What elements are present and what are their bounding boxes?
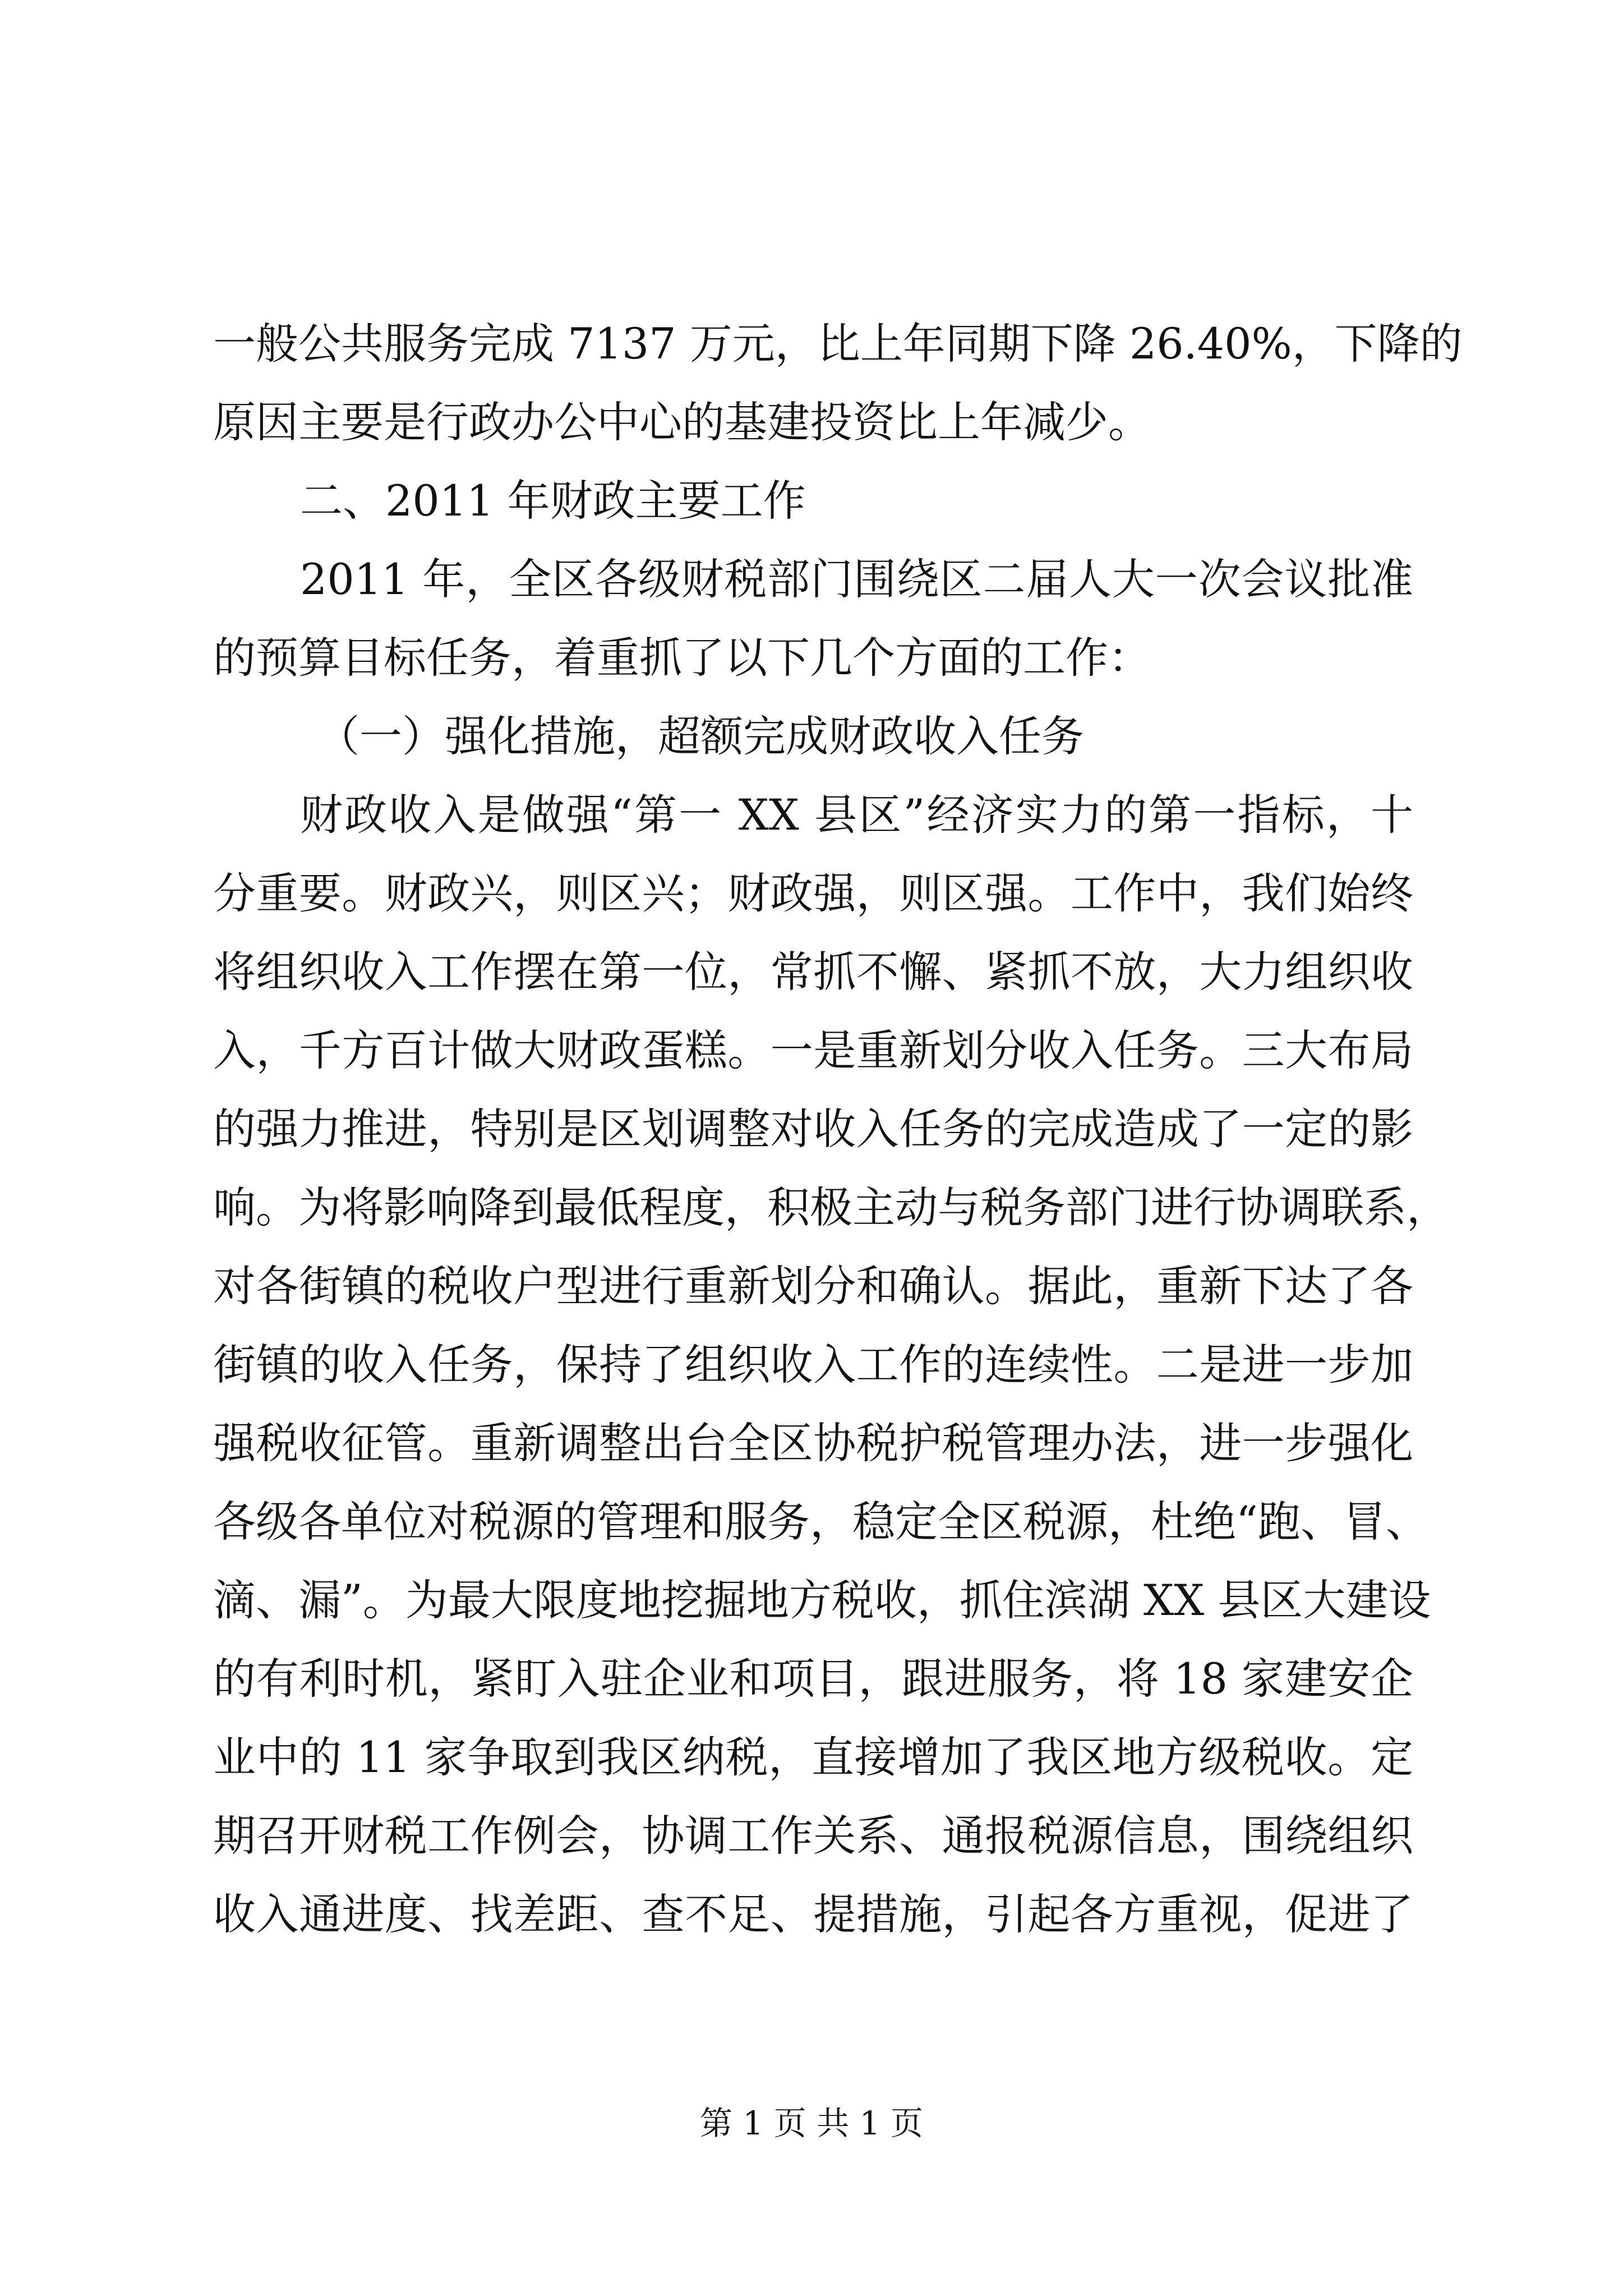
body-line-9: 将组织收入工作摆在第一位，常抓不懈、紧抓不放，大力组织收 xyxy=(213,947,1413,997)
body-line-8: 分重要。财政兴，则区兴；财政强，则区强。工作中，我们始终 xyxy=(213,868,1413,918)
body-line-14: 街镇的收入任务，保持了组织收入工作的连续性。二是进一步加 xyxy=(213,1340,1413,1389)
body-line-13: 对各街镇的税收户型进行重新划分和确认。据此，重新下达了各 xyxy=(213,1261,1413,1311)
body-line-19: 业中的 11 家争取到我区纳税，直接增加了我区地方级税收。定 xyxy=(213,1732,1413,1782)
body-line-12: 响。为将影响降到最低程度，积极主动与税务部门进行协调联系， xyxy=(213,1182,1449,1232)
body-line-11: 的强力推进，特别是区划调整对收入任务的完成造成了一定的影 xyxy=(213,1104,1413,1154)
page-footer: 第 1 页 共 1 页 xyxy=(700,2104,923,2142)
body-line-18: 的有利时机，紧盯入驻企业和项目，跟进服务，将 18 家建安企 xyxy=(213,1654,1413,1704)
body-line-15: 强税收征管。重新调整出台全区协税护税管理办法，进一步强化 xyxy=(213,1418,1413,1468)
body-line-7: 财政收入是做强“第一 XX 县区”经济实力的第一指标，十 xyxy=(300,790,1413,840)
body-line-1: 一般公共服务完成 7137 万元，比上年同期下降 26.40%，下降的 xyxy=(213,319,1463,369)
subsection-heading: （一）强化措施，超额完成财政收入任务 xyxy=(317,711,1084,761)
body-line-16: 各级各单位对税源的管理和服务，稳定全区税源，杜绝“跑、冒、 xyxy=(213,1497,1428,1547)
body-line-2: 原因主要是行政办公中心的基建投资比上年减少。 xyxy=(213,397,1151,447)
body-line-20: 期召开财税工作例会，协调工作关系、通报税源信息，围绕组织 xyxy=(213,1811,1413,1861)
body-line-10: 入，千方百计做大财政蛋糕。一是重新划分收入任务。三大布局 xyxy=(213,1025,1413,1075)
section-heading: 二、2011 年财政主要工作 xyxy=(300,476,806,526)
body-line-5: 的预算目标任务，着重抓了以下几个方面的工作： xyxy=(213,633,1151,683)
body-line-17: 滴、漏”。为最大限度地挖掘地方税收，抓住滨湖 XX 县区大建设 xyxy=(213,1575,1431,1625)
body-line-4: 2011 年，全区各级财税部门围绕区二届人大一次会议批准 xyxy=(300,554,1413,604)
body-line-21: 收入通进度、找差距、查不足、提措施，引起各方重视，促进了 xyxy=(213,1889,1413,1939)
